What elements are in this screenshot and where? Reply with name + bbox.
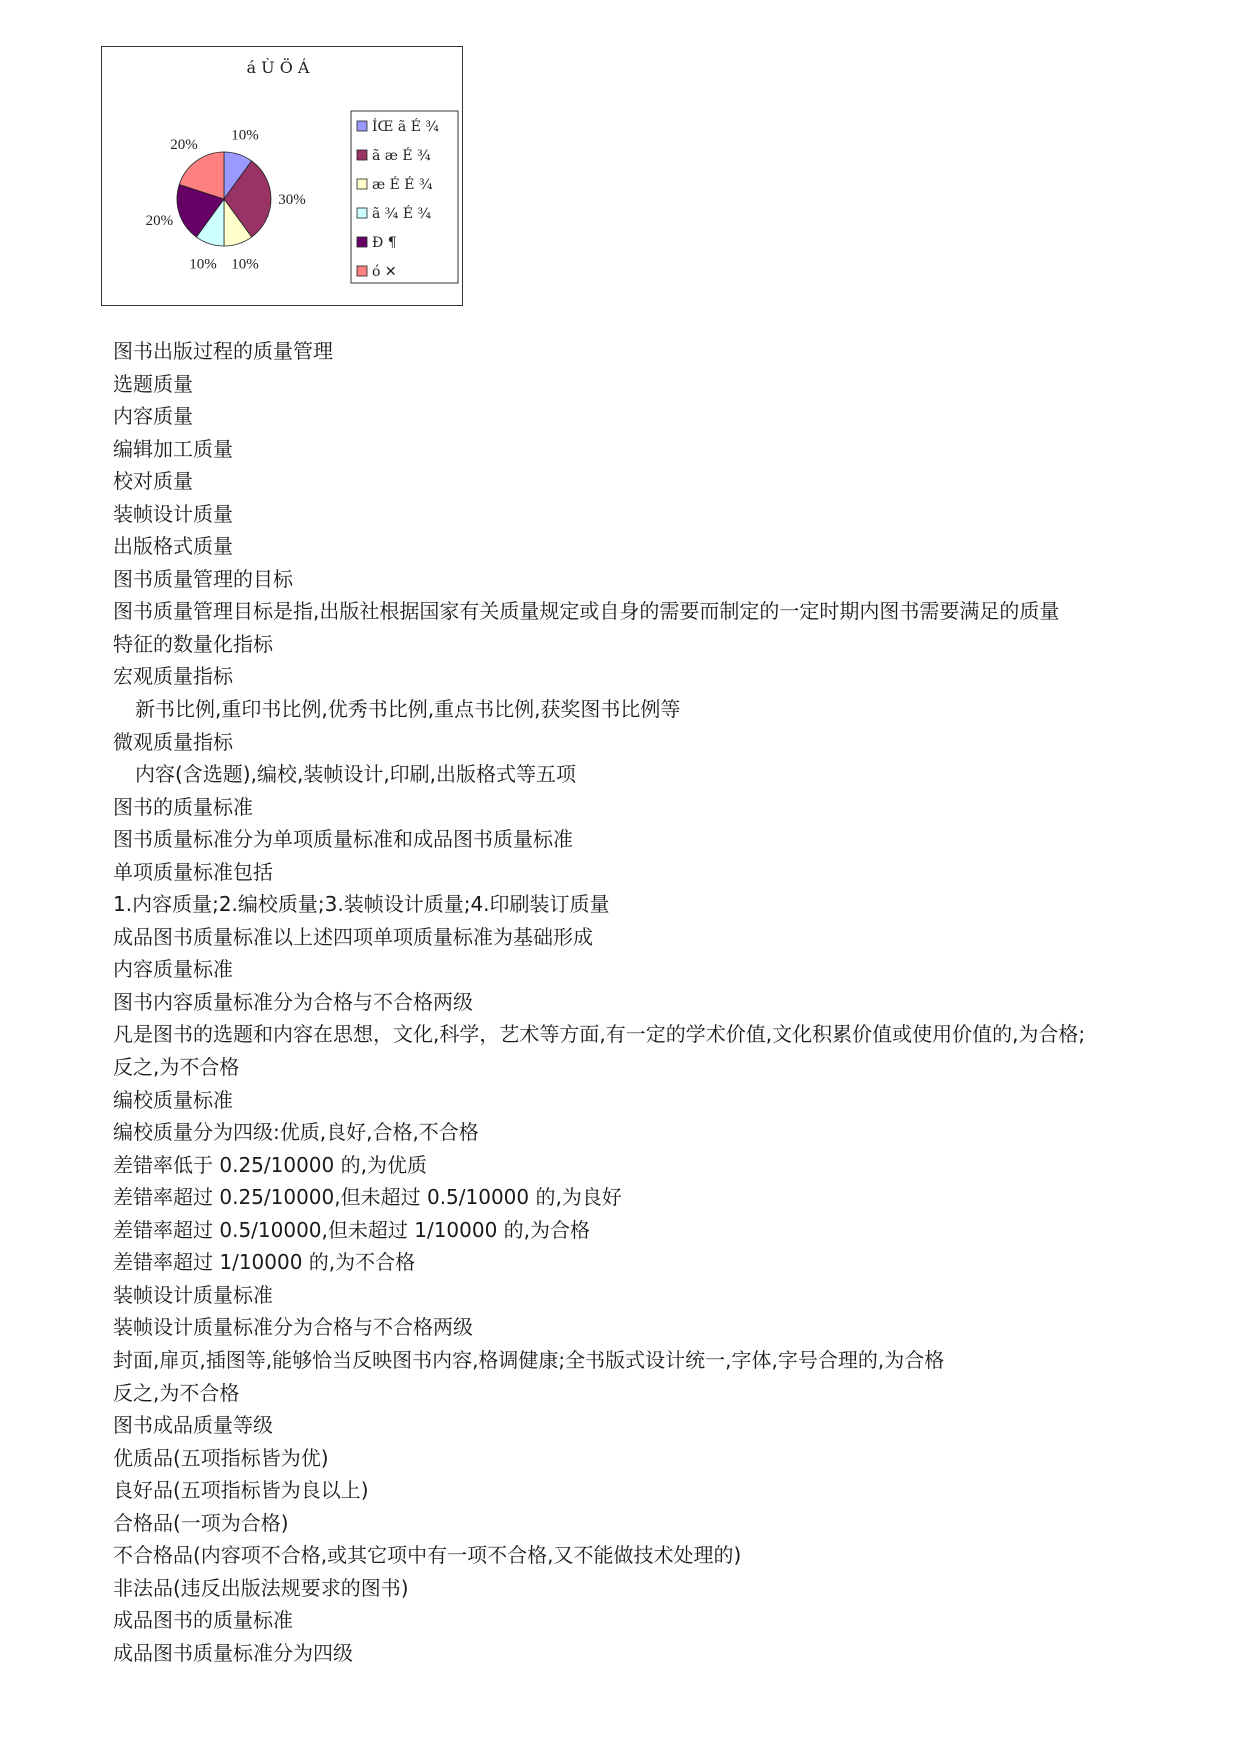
text-line-4: 校对质量 [113,469,193,494]
legend-label-4: Ð ¶ [372,235,397,251]
text-line-7: 图书质量管理的目标 [113,566,293,591]
text-line-17: 1.内容质量;2.编校质量;3.装帧设计质量;4.印刷装订质量 [113,892,610,917]
text-line-26: 差错率超过 0.25/10000,但未超过 0.5/10000 的,为良好 [113,1185,622,1210]
text-line-6: 出版格式质量 [113,534,233,559]
text-line-31: 封面,扉页,插图等,能够恰当反映图书内容,格调健康;全书版式设计统一,字体,字号合理的,为合格 [113,1347,945,1372]
text-line-5: 装帧设计质量 [113,501,233,526]
chart-title: á Ù Ö Á [246,58,310,77]
text-line-33: 图书成品质量等级 [113,1413,273,1438]
text-line-20: 图书内容质量标准分为合格与不合格两级 [113,989,473,1014]
text-line-13: 内容(含选题),编校,装帧设计,印刷,出版格式等五项 [135,762,577,787]
text-line-39: 成品图书的质量标准 [113,1608,293,1633]
legend-label-2: æ É É ¾ [372,177,433,193]
legend-label-5: ó ✕ [372,264,397,280]
text-line-3: 编辑加工质量 [113,436,233,461]
legend-swatch-2 [357,179,367,189]
text-line-29: 装帧设计质量标准 [113,1282,273,1307]
legend-label-1: ã æ É ¾ [372,148,431,164]
text-line-12: 微观质量指标 [113,729,233,754]
text-line-38: 非法品(违反出版法规要求的图书) [113,1575,409,1600]
text-line-24: 编校质量分为四级:优质,良好,合格,不合格 [113,1120,479,1145]
text-line-40: 成品图书质量标准分为四级 [113,1640,353,1665]
text-line-19: 内容质量标准 [113,957,233,982]
text-line-23: 编校质量标准 [113,1087,233,1112]
pie-slice-label-0: 10% [231,127,259,144]
text-line-10: 宏观质量指标 [113,664,233,689]
legend-box [351,111,458,283]
text-line-34: 优质品(五项指标皆为优) [113,1445,329,1470]
text-line-0: 图书出版过程的质量管理 [113,339,333,363]
text-line-8: 图书质量管理目标是指,出版社根据国家有关质量规定或自身的需要而制定的一定时期内图书需要满足的质量 [113,599,1060,624]
pie-chart [102,47,462,305]
text-line-1: 选题质量 [113,371,193,396]
text-line-9: 特征的数量化指标 [113,631,273,656]
legend-swatch-5 [357,266,367,276]
text-line-27: 差错率超过 0.5/10000,但未超过 1/10000 的,为合格 [113,1217,591,1242]
legend-swatch-1 [357,150,367,160]
pie-slice-label-3: 10% [189,256,217,273]
text-line-35: 良好品(五项指标皆为良以上) [113,1478,369,1503]
text-line-22: 反之,为不合格 [113,1055,240,1080]
legend-swatch-3 [357,208,367,218]
pie-chart-figure [101,46,463,306]
text-line-14: 图书的质量标准 [113,794,253,819]
legend-label-3: ã ¾ É ¾ [372,206,432,222]
text-line-2: 内容质量 [113,404,193,429]
text-line-37: 不合格品(内容项不合格,或其它项中有一项不合格,又不能做技术处理的) [113,1543,742,1568]
pie-slice-label-5: 20% [170,136,198,153]
text-line-16: 单项质量标准包括 [113,859,273,884]
text-line-11: 新书比例,重印书比例,优秀书比例,重点书比例,获奖图书比例等 [135,697,681,722]
pie-slice-label-2: 10% [231,256,259,273]
document-body [113,335,1203,1669]
text-line-25: 差错率低于 0.25/10000 的,为优质 [113,1152,427,1177]
text-line-15: 图书质量标准分为单项质量标准和成品图书质量标准 [113,827,573,852]
text-line-21: 凡是图书的选题和内容在思想，文化,科学，艺术等方面,有一定的学术价值,文化积累价值或使用价值的,为合格; [113,1022,1086,1047]
pie-slices [177,152,271,246]
legend-label-0: ÍŒ ã É ¾ [372,119,439,135]
legend-swatch-0 [357,121,367,131]
legend-swatch-4 [357,237,367,247]
text-line-28: 差错率超过 1/10000 的,为不合格 [113,1250,416,1275]
text-line-30: 装帧设计质量标准分为合格与不合格两级 [113,1315,473,1340]
pie-slice-label-4: 20% [145,213,174,230]
text-line-32: 反之,为不合格 [113,1380,240,1405]
pie-slice-label-1: 30% [278,192,306,208]
text-line-36: 合格品(一项为合格) [113,1510,289,1535]
text-line-18: 成品图书质量标准以上述四项单项质量标准为基础形成 [113,924,593,949]
